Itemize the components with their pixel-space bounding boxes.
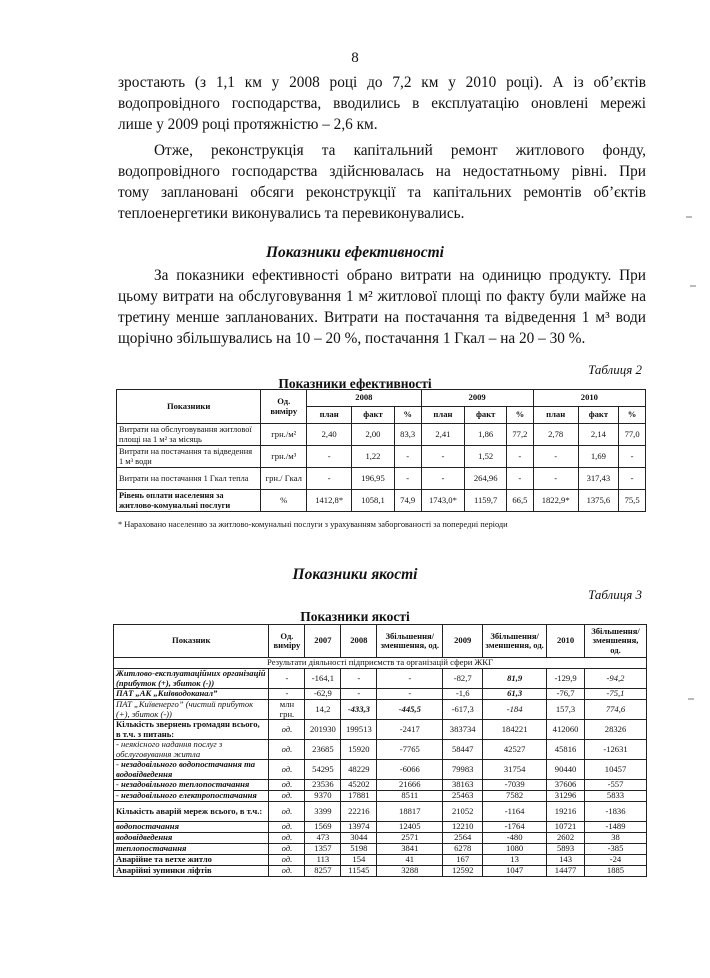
cell: 38163 [443, 780, 483, 791]
cell: -445,5 [377, 700, 443, 720]
header-plan: план [533, 407, 578, 424]
cell: 19216 [547, 802, 585, 822]
header-plan: план [307, 407, 352, 424]
cell: 2,78 [533, 424, 578, 446]
cell: 13 [483, 855, 547, 866]
table-2-number: Таблиця 2 [588, 362, 642, 377]
row-unit: од. [269, 760, 305, 780]
cell: 38 [585, 833, 647, 844]
cell: 3044 [341, 833, 377, 844]
cell: 143 [547, 855, 585, 866]
cell: - [377, 669, 443, 689]
header-fact: факт [465, 407, 507, 424]
cell: 48229 [341, 760, 377, 780]
header-change: Збільшення/ зменшення, од. [585, 625, 647, 658]
text-line: тому заплановані обсяги реконструкції та капітальних ремонтів об’єктів [118, 184, 646, 201]
row-unit: грн./ Гкал [261, 468, 307, 490]
header-year: 2009 [443, 625, 483, 658]
cell: 42527 [483, 740, 547, 760]
row-label: Житлово-експлуатаційних організацій (прибуток (+), збиток (-)) [114, 669, 269, 689]
cell: -94,2 [585, 669, 647, 689]
cell: 1,86 [465, 424, 507, 446]
table-row [114, 760, 647, 780]
row-label: Витрати на постачання 1 Гкал тепла [117, 468, 261, 490]
header-year: 2008 [341, 625, 377, 658]
text-line: лише у 2009 році протяжністю – 2,6 км. [118, 116, 378, 133]
paragraph-1 [118, 72, 646, 135]
group-row: Результати діяльності підприємств та організацій сфери ЖКГ [114, 658, 647, 669]
text-line: цьому витрати на обслуговування 1 м² житлової площі по факту були майже на [118, 288, 646, 305]
row-label: - неякісного надання послуг з обслуговування житла [114, 740, 269, 760]
header-change: Збільшення/ зменшення, од. [483, 625, 547, 658]
row-unit: од. [269, 822, 305, 833]
header-plan: план [421, 407, 465, 424]
cell: 25463 [443, 791, 483, 802]
cell: 774,6 [585, 700, 647, 720]
text-line: водопровідного господарства, вводились в експлуатацію оновлені мережі [118, 95, 646, 112]
text-line: Отже, реконструкція та капітальний ремонт житлового фонду, [154, 142, 646, 159]
header-year: 2010 [533, 390, 645, 407]
cell: 2,41 [421, 424, 465, 446]
row-label: водопостачання [114, 822, 269, 833]
cell: -433,3 [341, 700, 377, 720]
cell: - [394, 468, 421, 490]
cell: 58447 [443, 740, 483, 760]
row-unit: од. [269, 720, 305, 740]
cell: 1,22 [352, 446, 395, 468]
header-unit: Од. виміру [261, 390, 307, 424]
row-label: теплопостачання [114, 844, 269, 855]
cell: - [507, 468, 534, 490]
cell: 9370 [305, 791, 341, 802]
cell: 184221 [483, 720, 547, 740]
cell: 167 [443, 855, 483, 866]
cell: -7039 [483, 780, 547, 791]
cell: 317,43 [578, 468, 619, 490]
row-label: - незадовільного електропостачання [114, 791, 269, 802]
cell: 473 [305, 833, 341, 844]
header-year: 2009 [421, 390, 533, 407]
header-indicator: Показник [114, 625, 269, 658]
table-3-number: Таблиця 3 [588, 587, 642, 602]
cell: 2564 [443, 833, 483, 844]
table-row [114, 740, 647, 760]
cell: 37606 [547, 780, 585, 791]
cell: 1743,0* [421, 490, 465, 512]
cell: - [421, 446, 465, 468]
cell: 1412,8* [307, 490, 352, 512]
cell: 41 [377, 855, 443, 866]
cell: -557 [585, 780, 647, 791]
cell: - [507, 446, 534, 468]
cell: 90440 [547, 760, 585, 780]
row-label: - незадовільного теплопостачання [114, 780, 269, 791]
cell: -1,6 [443, 689, 483, 700]
cell: 12210 [443, 822, 483, 833]
cell: 383734 [443, 720, 483, 740]
cell: 157,3 [547, 700, 585, 720]
cell: 79983 [443, 760, 483, 780]
cell: 3399 [305, 802, 341, 822]
row-unit: од. [269, 780, 305, 791]
row-label: Рівень оплати населення за житлово-комунальні послуги [117, 490, 261, 512]
cell: -76,7 [547, 689, 585, 700]
cell: 1,52 [465, 446, 507, 468]
header-percent: % [507, 407, 534, 424]
cell: 2,40 [307, 424, 352, 446]
cell: 75,5 [619, 490, 646, 512]
cell: 1375,6 [578, 490, 619, 512]
cell: 1080 [483, 844, 547, 855]
cell: 18817 [377, 802, 443, 822]
cell: 264,96 [465, 468, 507, 490]
row-label: Кількість аварій мереж всього, в т.ч.: [114, 802, 269, 822]
table-row [114, 802, 647, 822]
table-row [114, 780, 647, 791]
header-year: 2010 [547, 625, 585, 658]
scan-speck [690, 285, 696, 287]
table-row [117, 490, 646, 512]
cell: - [377, 689, 443, 700]
cell: 12592 [443, 866, 483, 877]
table-row [117, 424, 646, 446]
header-unit: Од. виміру [269, 625, 305, 658]
header-indicator: Показники [117, 390, 261, 424]
row-unit: од. [269, 866, 305, 877]
cell: - [307, 446, 352, 468]
table-2-footnote: * Нараховано населенню за житлово-комунальні послуги з урахуванням заборгованості за попередні періоди [118, 520, 508, 529]
page-number: 8 [351, 50, 359, 66]
header-year: 2008 [307, 390, 421, 407]
cell: 1,69 [578, 446, 619, 468]
table-row [114, 822, 647, 833]
cell: -385 [585, 844, 647, 855]
table-row [117, 446, 646, 468]
section-title-quality: Показники якості [292, 566, 418, 583]
paragraph-3 [118, 265, 646, 349]
row-label: ПАТ „АК „Київводоканал” [114, 689, 269, 700]
cell: 15920 [341, 740, 377, 760]
cell: - [341, 669, 377, 689]
cell: 1058,1 [352, 490, 395, 512]
cell: -6066 [377, 760, 443, 780]
table-3-title: Показники якості [300, 609, 410, 624]
table-row [114, 700, 647, 720]
cell: 77,0 [619, 424, 646, 446]
cell: 154 [341, 855, 377, 866]
cell: 23685 [305, 740, 341, 760]
cell: 199513 [341, 720, 377, 740]
cell: 412060 [547, 720, 585, 740]
cell: -129,9 [547, 669, 585, 689]
cell: -1164 [483, 802, 547, 822]
text-line: зростають (з 1,1 км у 2008 році до 7,2 км у 2010 році). А із об’єктів [118, 74, 646, 91]
cell: 54295 [305, 760, 341, 780]
cell: 66,5 [507, 490, 534, 512]
cell: -62,9 [305, 689, 341, 700]
cell: 10721 [547, 822, 585, 833]
cell: 28326 [585, 720, 647, 740]
table-row [114, 791, 647, 802]
cell: 14,2 [305, 700, 341, 720]
cell: - [619, 468, 646, 490]
cell: 8257 [305, 866, 341, 877]
cell: 5893 [547, 844, 585, 855]
row-label: - незадовільного водопостачання та водовідведення [114, 760, 269, 780]
row-unit: - [269, 669, 305, 689]
row-unit: од. [269, 855, 305, 866]
cell: -24 [585, 855, 647, 866]
cell: -164,1 [305, 669, 341, 689]
cell: 31296 [547, 791, 585, 802]
cell: -184 [483, 700, 547, 720]
cell: 21052 [443, 802, 483, 822]
text-line: щорічно збільшувались на 10 – 20 %, постачання 1 Гкал – на 20 – 30 %. [118, 330, 586, 347]
cell: -12631 [585, 740, 647, 760]
header-fact: факт [352, 407, 395, 424]
cell: 2,00 [352, 424, 395, 446]
cell: - [533, 446, 578, 468]
cell: 1047 [483, 866, 547, 877]
cell: 8511 [377, 791, 443, 802]
cell: 1357 [305, 844, 341, 855]
row-label: Аварійні зупинки ліфтів [114, 866, 269, 877]
efficiency-table [116, 389, 646, 512]
row-unit: од. [269, 740, 305, 760]
cell: -7765 [377, 740, 443, 760]
cell: 45816 [547, 740, 585, 760]
cell: 23536 [305, 780, 341, 791]
table-row [114, 833, 647, 844]
cell: 22216 [341, 802, 377, 822]
text-line: водопровідного господарства здійснювалась на недостатньому рівні. При [118, 163, 646, 180]
cell: 7582 [483, 791, 547, 802]
table-row [114, 844, 647, 855]
cell: 10457 [585, 760, 647, 780]
scan-speck [688, 698, 694, 700]
paragraph-2 [118, 140, 646, 224]
cell: -82,7 [443, 669, 483, 689]
cell: 17881 [341, 791, 377, 802]
cell: -1764 [483, 822, 547, 833]
text-line: За показники ефективності обрано витрати на одиницю продукту. При [154, 267, 646, 284]
cell: 83,3 [394, 424, 421, 446]
table-row [114, 855, 647, 866]
row-label: Витрати на постачання та відведення 1 м³ води [117, 446, 261, 468]
cell: 6278 [443, 844, 483, 855]
cell: 12405 [377, 822, 443, 833]
cell: 61,3 [483, 689, 547, 700]
cell: -75,1 [585, 689, 647, 700]
cell: 3288 [377, 866, 443, 877]
cell: -480 [483, 833, 547, 844]
row-unit: од. [269, 802, 305, 822]
cell: - [619, 446, 646, 468]
cell: 81,9 [483, 669, 547, 689]
cell: 113 [305, 855, 341, 866]
cell: 1885 [585, 866, 647, 877]
table-row [117, 468, 646, 490]
header-year: 2007 [305, 625, 341, 658]
cell: - [394, 446, 421, 468]
row-label: Кількість звернень громадян всього, в т.ч. з питань: [114, 720, 269, 740]
cell: - [341, 689, 377, 700]
row-unit: - [269, 689, 305, 700]
table-row [114, 720, 647, 740]
row-unit: од. [269, 791, 305, 802]
row-label: Витрати на обслуговування житлової площі на 1 м² за місяць [117, 424, 261, 446]
cell: 201930 [305, 720, 341, 740]
cell: 196,95 [352, 468, 395, 490]
text-line: теплоенергетики виконувались та перевиконувались. [118, 205, 465, 222]
table-row [114, 689, 647, 700]
row-unit: млн грн. [269, 700, 305, 720]
scan-speck [686, 216, 692, 218]
text-line: третину менше запланованих. Витрати на постачання та відведення 1 м³ води [118, 309, 646, 326]
cell: 1822,9* [533, 490, 578, 512]
cell: -1489 [585, 822, 647, 833]
row-label: водовідведення [114, 833, 269, 844]
cell: 11545 [341, 866, 377, 877]
cell: -2417 [377, 720, 443, 740]
row-unit: од. [269, 833, 305, 844]
header-percent: % [394, 407, 421, 424]
cell: 21666 [377, 780, 443, 791]
cell: 2602 [547, 833, 585, 844]
quality-table [113, 624, 647, 877]
row-label: Аварійне та ветхе житло [114, 855, 269, 866]
cell: 5198 [341, 844, 377, 855]
row-unit: од. [269, 844, 305, 855]
cell: 14477 [547, 866, 585, 877]
cell: - [533, 468, 578, 490]
cell: -617,3 [443, 700, 483, 720]
cell: 31754 [483, 760, 547, 780]
cell: -1836 [585, 802, 647, 822]
cell: 2,14 [578, 424, 619, 446]
cell: - [307, 468, 352, 490]
cell: 74,9 [394, 490, 421, 512]
table-2-title: Показники ефективності [278, 376, 432, 391]
header-change: Збільшення/ зменшення, од. [377, 625, 443, 658]
table-row [114, 669, 647, 689]
cell: 45202 [341, 780, 377, 791]
cell: - [421, 468, 465, 490]
cell: 3841 [377, 844, 443, 855]
row-unit: грн./м² [261, 424, 307, 446]
cell: 5833 [585, 791, 647, 802]
cell: 13974 [341, 822, 377, 833]
cell: 77,2 [507, 424, 534, 446]
section-title-efficiency: Показники ефективності [266, 244, 444, 261]
table-row [114, 866, 647, 877]
cell: 1569 [305, 822, 341, 833]
cell: 2571 [377, 833, 443, 844]
row-unit: % [261, 490, 307, 512]
row-unit: грн./м³ [261, 446, 307, 468]
cell: 1159,7 [465, 490, 507, 512]
header-percent: % [619, 407, 646, 424]
row-label: ПАТ „Київенерго” (чистий прибуток (+), збиток (-)) [114, 700, 269, 720]
header-fact: факт [578, 407, 619, 424]
